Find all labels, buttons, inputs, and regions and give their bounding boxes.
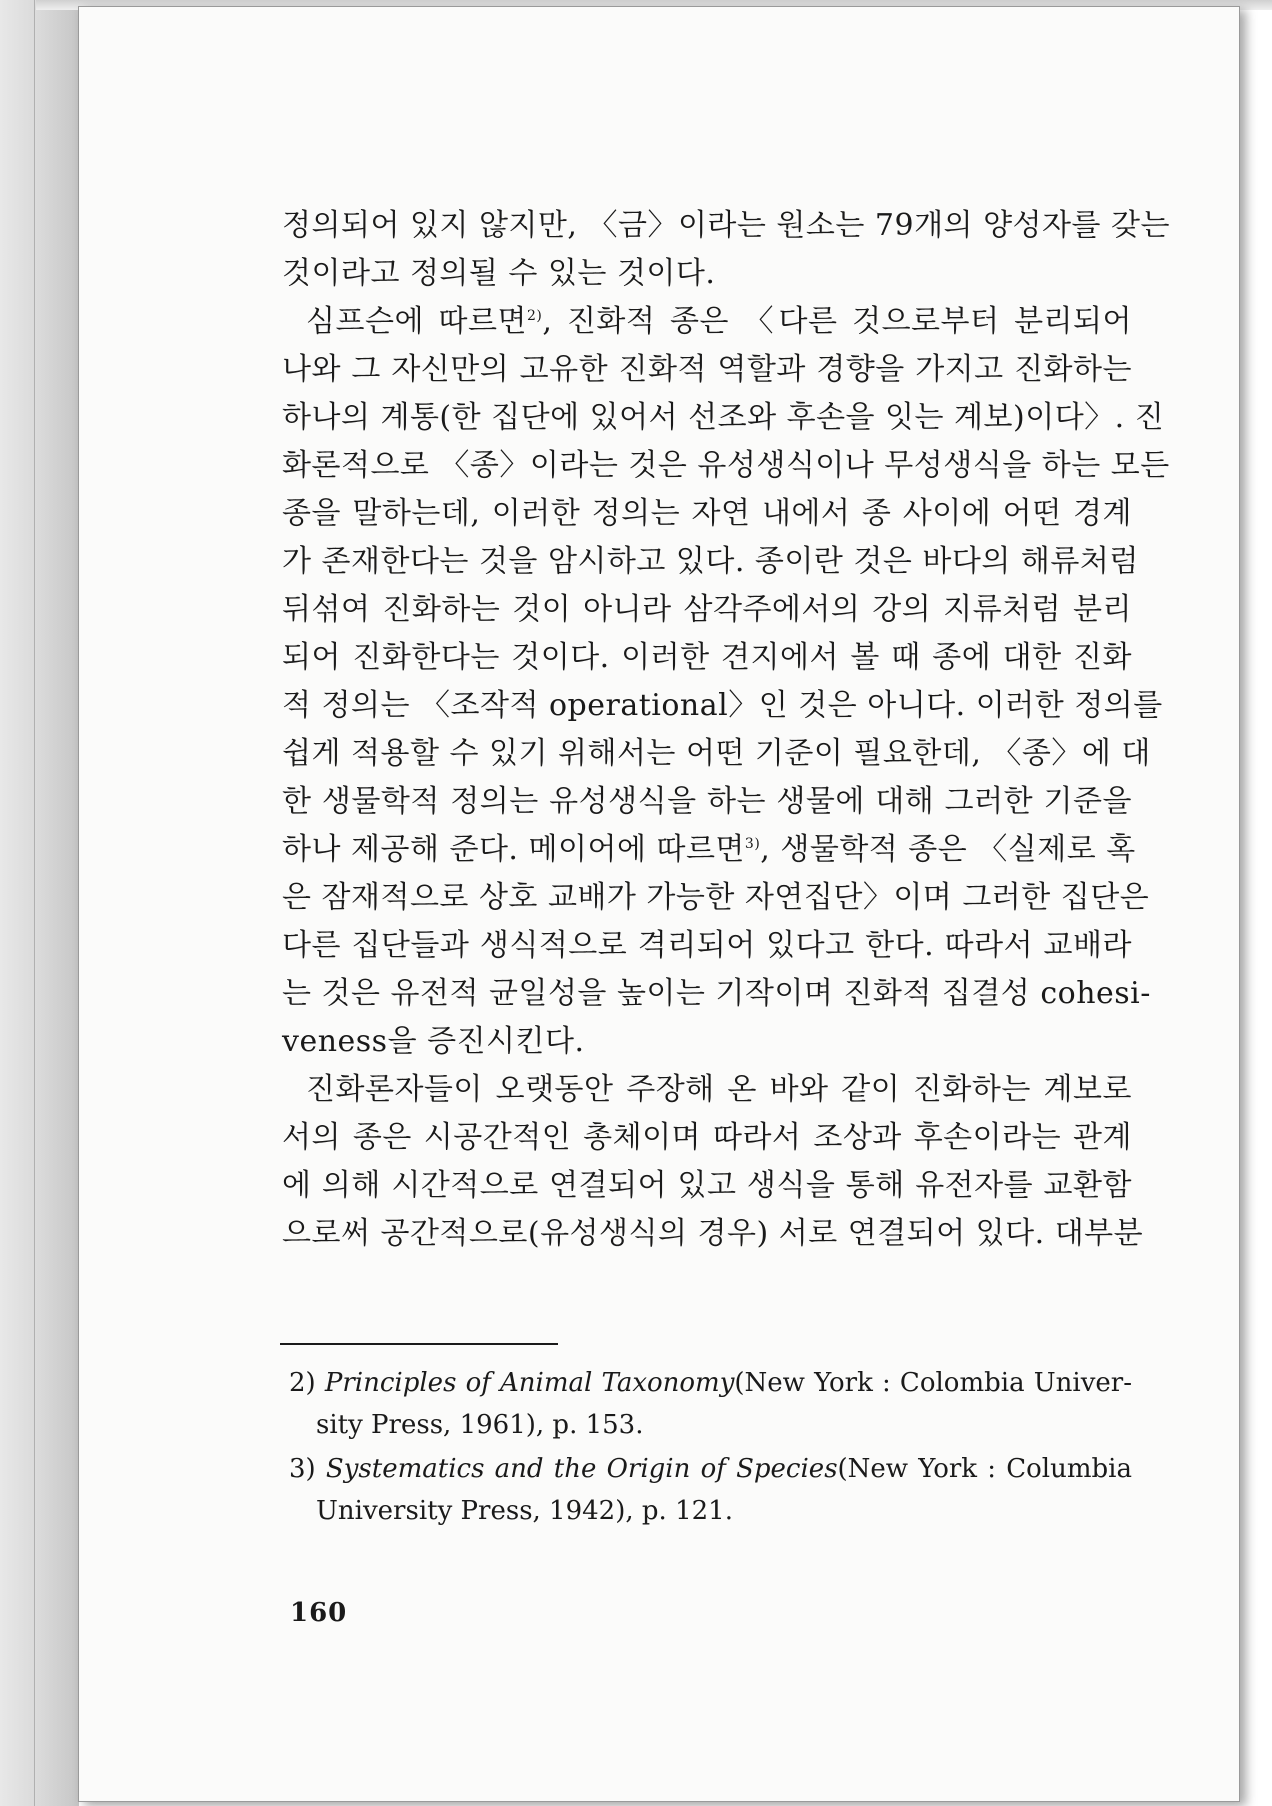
footnote-title: Principles of Animal Taxonomy — [324, 1368, 735, 1398]
footnote-number: 2) — [289, 1368, 316, 1398]
text-line: 뒤섞여 진화하는 것이 아니라 삼각주에서의 강의 지류처럼 분리 — [282, 592, 1132, 627]
text-line: 서의 종은 시공간적인 총체이며 따라서 조상과 후손이라는 관계 — [282, 1120, 1132, 1155]
text-line — [282, 830, 1136, 870]
text-line: 종을 말하는데, 이러한 정의는 자연 내에서 종 사이에 어떤 경계 — [282, 496, 1132, 531]
text-line: veness을 증진시킨다. — [282, 1024, 585, 1059]
text-line: 화론적으로 〈종〉이라는 것은 유성생식이나 무성생식을 하는 모든 — [282, 448, 1170, 483]
text-line: 진화론자들이 오랫동안 주장해 온 바와 같이 진화하는 계보로 — [306, 1072, 1132, 1107]
text-line: 적 정의는 〈조작적 operational〉인 것은 아니다. 이러한 정의를 — [282, 688, 1163, 723]
text-line: 정의되어 있지 않지만, 〈금〉이라는 원소는 79개의 양성자를 갖는 — [282, 208, 1170, 243]
text-line: 가 존재한다는 것을 암시하고 있다. 종이란 것은 바다의 해류처럼 — [282, 544, 1139, 579]
footnote-number: 3) — [289, 1454, 316, 1484]
text-line: 하나의 계통(한 집단에 있어서 선조와 후손을 잇는 계보)이다〉. 진 — [282, 400, 1165, 435]
text-line: 것이라고 정의될 수 있는 것이다. — [282, 256, 716, 291]
footnote-2 — [289, 1366, 1132, 1400]
text-line: 으로써 공간적으로(유성생식의 경우) 서로 연결되어 있다. 대부분 — [282, 1216, 1144, 1251]
text-span: , 생물학적 종은 〈실제로 혹 — [760, 832, 1136, 867]
text-span: , 진화적 종은 〈다른 것으로부터 분리되어 — [542, 304, 1132, 339]
footnote-3-continued: University Press, 1942), p. 121. — [316, 1496, 733, 1526]
footnote-2-continued: sity Press, 1961), p. 153. — [316, 1410, 644, 1440]
footnote-title: Systematics and the Origin of Species — [325, 1454, 838, 1484]
page-number: 160 — [290, 1598, 348, 1628]
footnote-divider — [280, 1343, 558, 1345]
text-line: 되어 진화한다는 것이다. 이러한 견지에서 볼 때 종에 대한 진화 — [282, 640, 1132, 675]
footnote-ref: 2) — [526, 308, 543, 324]
book-edge — [0, 0, 78, 1806]
footnote-ref: 3) — [744, 836, 761, 852]
text-line: 나와 그 자신만의 고유한 진화적 역할과 경향을 가지고 진화하는 — [282, 352, 1132, 387]
text-line: 는 것은 유전적 균일성을 높이는 기작이며 진화적 집결성 cohesi- — [282, 976, 1151, 1011]
text-line: 다른 집단들과 생식적으로 격리되어 있다고 한다. 따라서 교배라 — [282, 928, 1132, 963]
footnote-text: (New York : Colombia Univer- — [734, 1368, 1132, 1398]
text-line — [306, 302, 1132, 342]
text-line: 쉽게 적용할 수 있기 위해서는 어떤 기준이 필요한데, 〈종〉에 대 — [282, 736, 1151, 771]
footnote-3 — [289, 1452, 1132, 1486]
text-line: 은 잠재적으로 상호 교배가 가능한 자연집단〉이며 그러한 집단은 — [282, 880, 1150, 915]
text-span: 하나 제공해 준다. 메이어에 따르면 — [282, 832, 745, 867]
text-line: 에 의해 시간적으로 연결되어 있고 생식을 통해 유전자를 교환함 — [282, 1168, 1132, 1203]
text-span: 심프슨에 따르면 — [306, 304, 527, 339]
text-line: 한 생물학적 정의는 유성생식을 하는 생물에 대해 그러한 기준을 — [282, 784, 1132, 819]
footnote-text: (New York : Columbia — [837, 1454, 1132, 1484]
